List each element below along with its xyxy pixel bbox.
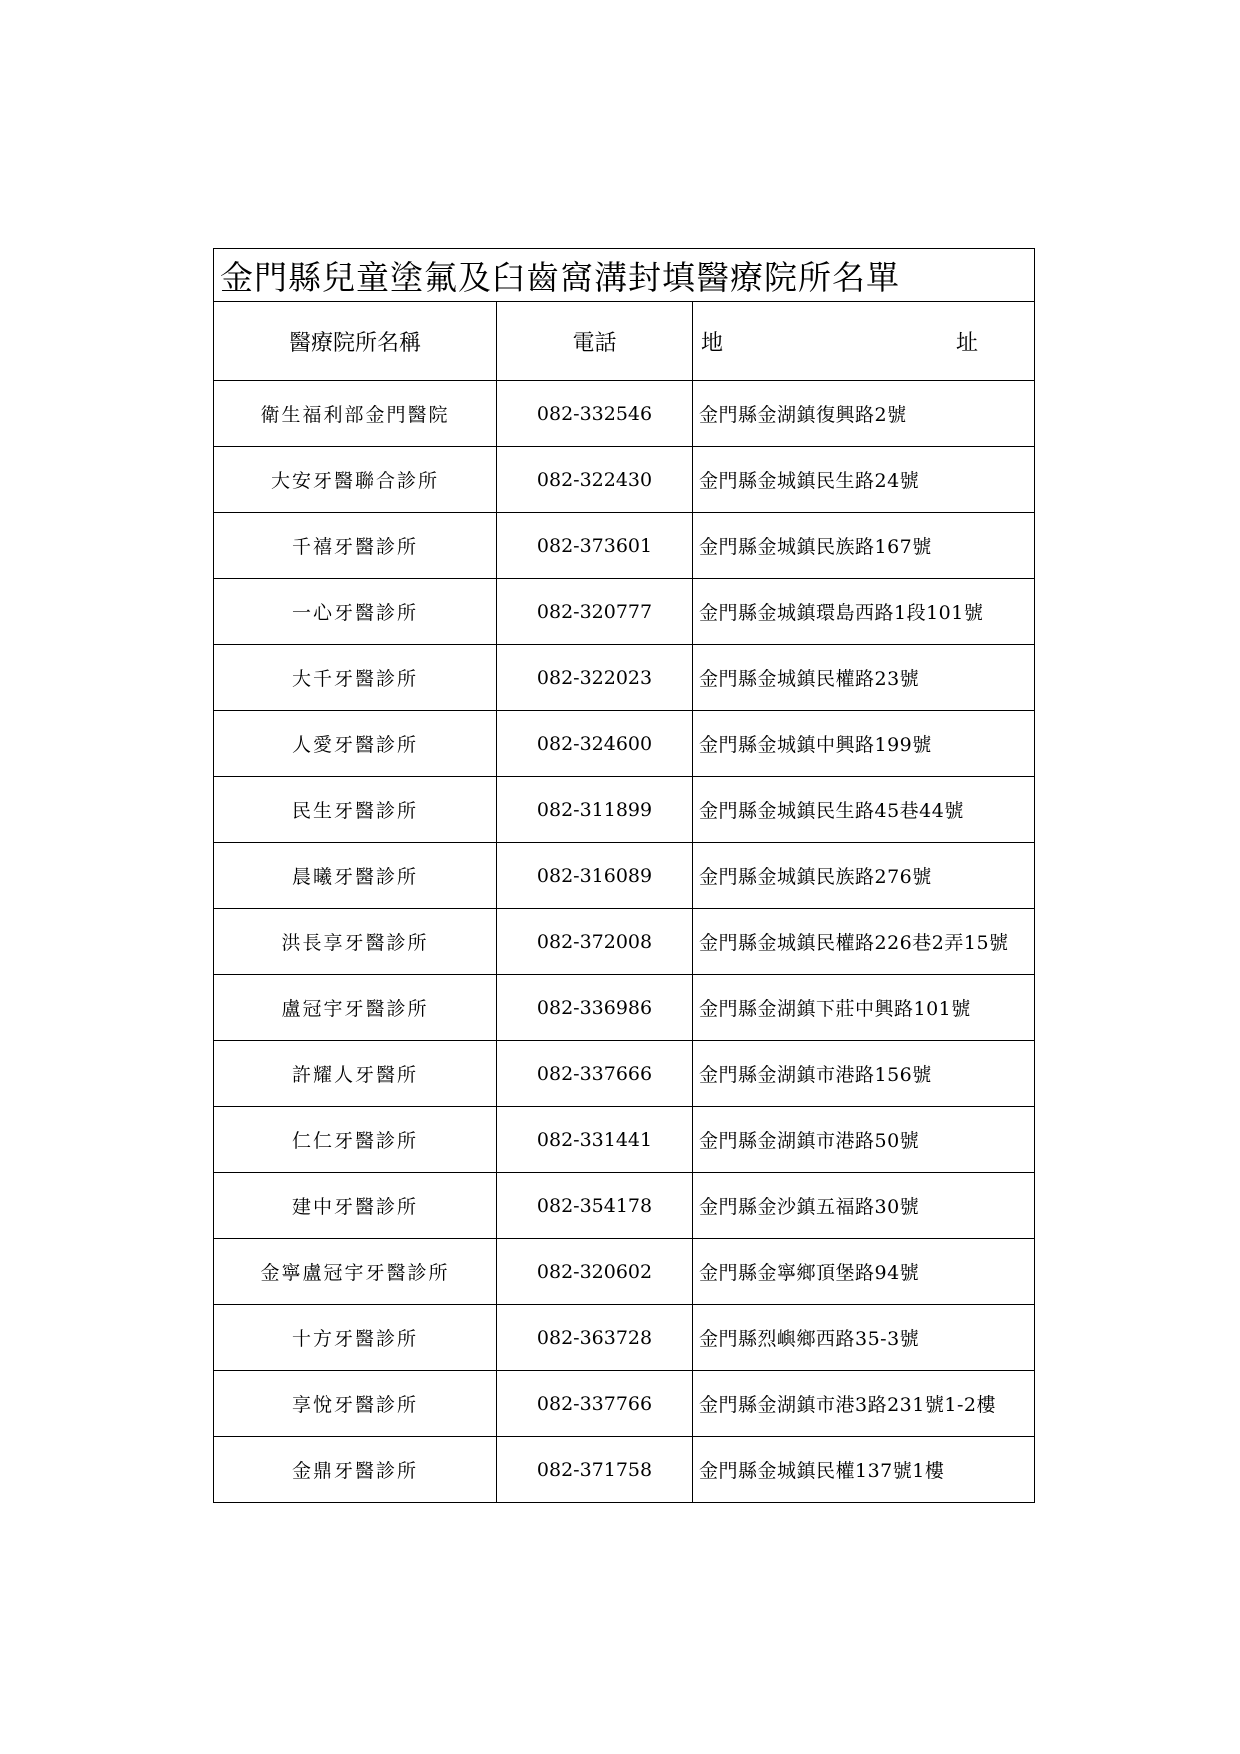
address-cell: 金門縣金寧鄉頂堡路94號 [693,1239,1035,1305]
address-cell: 金門縣烈嶼鄉西路35-3號 [693,1305,1035,1371]
phone-cell: 082-363728 [497,1305,693,1371]
clinic-name-cell: 仁仁牙醫診所 [214,1107,497,1173]
table-row [214,447,1035,513]
address-cell: 金門縣金沙鎮五福路30號 [693,1173,1035,1239]
clinic-name-cell: 洪長享牙醫診所 [214,909,497,975]
phone-cell: 082-311899 [497,777,693,843]
clinic-name-cell: 十方牙醫診所 [214,1305,497,1371]
header-row [214,302,1035,381]
table-row [214,843,1035,909]
table-row [214,381,1035,447]
table-row [214,1371,1035,1437]
phone-cell: 082-371758 [497,1437,693,1503]
phone-cell: 082-337766 [497,1371,693,1437]
clinic-name-cell: 盧冠宇牙醫診所 [214,975,497,1041]
phone-cell: 082-373601 [497,513,693,579]
header-address-right: 址 [955,330,978,356]
phone-cell: 082-331441 [497,1107,693,1173]
address-cell: 金門縣金城鎮民生路24號 [693,447,1035,513]
clinic-name-cell: 民生牙醫診所 [214,777,497,843]
table-row [214,909,1035,975]
phone-cell: 082-322430 [497,447,693,513]
phone-cell: 082-316089 [497,843,693,909]
address-cell: 金門縣金城鎮民權路23號 [693,645,1035,711]
address-cell: 金門縣金湖鎮市港3路231號1-2樓 [693,1371,1035,1437]
clinic-name-cell: 建中牙醫診所 [214,1173,497,1239]
phone-cell: 082-336986 [497,975,693,1041]
table-row [214,1305,1035,1371]
table-row [214,711,1035,777]
address-cell: 金門縣金湖鎮復興路2號 [693,381,1035,447]
address-cell: 金門縣金城鎮民族路167號 [693,513,1035,579]
clinic-name-cell: 金寧盧冠宇牙醫診所 [214,1239,497,1305]
title-row [214,249,1035,302]
table-row [214,1239,1035,1305]
address-cell: 金門縣金湖鎮市港路50號 [693,1107,1035,1173]
clinic-name-cell: 許耀人牙醫所 [214,1041,497,1107]
address-cell: 金門縣金城鎮民生路45巷44號 [693,777,1035,843]
table-row [214,1107,1035,1173]
phone-cell: 082-332546 [497,381,693,447]
header-address-left: 地 [701,330,724,356]
phone-cell: 082-320602 [497,1239,693,1305]
clinic-name-cell: 大千牙醫診所 [214,645,497,711]
clinic-name-cell: 人愛牙醫診所 [214,711,497,777]
table-row [214,645,1035,711]
table-row [214,579,1035,645]
phone-cell: 082-372008 [497,909,693,975]
table-row [214,1173,1035,1239]
clinic-name-cell: 大安牙醫聯合診所 [214,447,497,513]
header-phone: 電話 [497,302,693,381]
phone-cell: 082-337666 [497,1041,693,1107]
address-cell: 金門縣金城鎮環島西路1段101號 [693,579,1035,645]
table-row [214,777,1035,843]
address-cell: 金門縣金城鎮民族路276號 [693,843,1035,909]
clinic-name-cell: 金鼎牙醫診所 [214,1437,497,1503]
clinic-name-cell: 衛生福利部金門醫院 [214,381,497,447]
clinic-name-cell: 晨曦牙醫診所 [214,843,497,909]
table-row [214,1041,1035,1107]
table-row [214,1437,1035,1503]
header-clinic-name: 醫療院所名稱 [214,302,497,381]
table-row [214,975,1035,1041]
phone-cell: 082-320777 [497,579,693,645]
address-cell: 金門縣金湖鎮市港路156號 [693,1041,1035,1107]
address-cell: 金門縣金城鎮中興路199號 [693,711,1035,777]
address-cell: 金門縣金城鎮民權137號1樓 [693,1437,1035,1503]
document-title: 金門縣兒童塗氟及臼齒窩溝封填醫療院所名單 [214,249,1035,302]
clinic-name-cell: 一心牙醫診所 [214,579,497,645]
address-cell: 金門縣金城鎮民權路226巷2弄15號 [693,909,1035,975]
header-address [693,302,1035,381]
clinic-list-table [213,248,1035,1503]
phone-cell: 082-322023 [497,645,693,711]
table-row [214,513,1035,579]
phone-cell: 082-324600 [497,711,693,777]
clinic-name-cell: 享悅牙醫診所 [214,1371,497,1437]
address-cell: 金門縣金湖鎮下莊中興路101號 [693,975,1035,1041]
phone-cell: 082-354178 [497,1173,693,1239]
clinic-name-cell: 千禧牙醫診所 [214,513,497,579]
